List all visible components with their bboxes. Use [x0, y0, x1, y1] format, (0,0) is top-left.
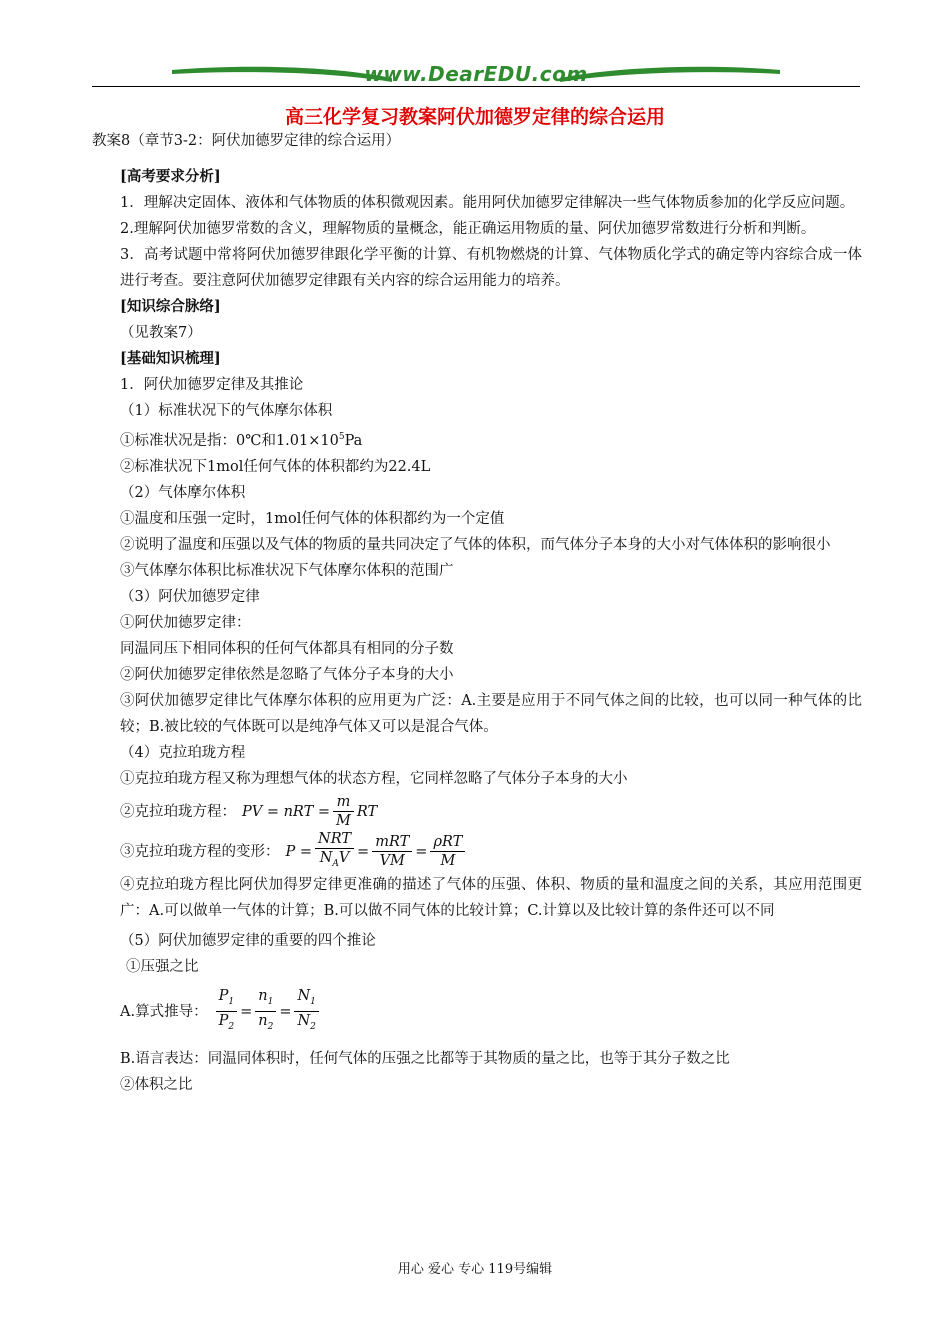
section-heading-basics: [基础知识梳理]: [120, 350, 221, 367]
section-heading-exam: [高考要求分析]: [120, 168, 221, 185]
list-item: 同温同压下相同体积的任何气体都具有相同的分子数: [120, 640, 454, 657]
list-item: ②体积之比: [120, 1076, 193, 1093]
list-item: ②说明了温度和压强以及气体的物质的量共同决定了气体的体积，而气体分子本身的大小对气体体积的影响很小: [120, 536, 831, 553]
equation-clapeyron: ②克拉珀珑方程： PV = nRT = $\frac{m}{M}$ RT: [120, 794, 378, 830]
lesson-subtitle: 教案8（章节3-2：阿伏加德罗定律的综合运用）: [92, 133, 401, 149]
equation-clapeyron-variant: ③克拉珀珑方程的变形： P = $\frac{\text{NRT}}{N_AV}$ = $\frac{\text{mRT}}{VM}$ = $\frac{\text{ρRT}}{M}$: [92, 832, 862, 872]
list-item: （1）标准状况下的气体摩尔体积: [120, 403, 333, 419]
paragraph: 3．高考试题中常将阿伏加德罗律跟化学平衡的计算、有机物燃烧的计算、气体物质化学式的确定等内容综合成一体进行考查。要注意阿伏加德罗定律跟有关内容的综合运用能力的培养。: [120, 247, 862, 289]
header-rule: [92, 86, 860, 87]
document-title: 高三化学复习教案阿伏加德罗定律的综合运用: [284, 106, 665, 128]
page-footer: 用心 爱心 专心 119号编辑: [397, 1262, 553, 1277]
document-body: [92, 128, 862, 1098]
equation-pressure-ratio: A.算式推导： $\frac{P_1}{P_2}$ = $\frac{n_1}{n_2}$ = $\frac{N_1}{N_2}$: [92, 986, 862, 1038]
list-item: 1．阿伏加德罗定律及其推论: [120, 377, 304, 393]
list-item: ④克拉珀珑方程比阿伏加得罗定律更准确的描述了气体的压强、体积、物质的量和温度之间的关系，其应用范围更广：A.可以做单一气体的计算；B.可以做不同气体的比较计算；C.计算以及比较计算的条件还可以不同: [120, 876, 862, 919]
paragraph: 2.理解阿伏加德罗常数的含义，理解物质的量概念，能正确运用物质的量、阿伏加德罗常数进行分析和判断。: [120, 221, 816, 237]
section-heading-network: [知识综合脉络]: [120, 298, 221, 315]
list-item: ①克拉珀珑方程又称为理想气体的状态方程，它同样忽略了气体分子本身的大小: [120, 770, 628, 787]
page-header: [92, 60, 860, 94]
list-item: ③阿伏加德罗定律比气体摩尔体积的应用更为广泛：A.主要是应用于不同气体之间的比较，也可以同一种气体的比较；B.被比较的气体既可以是纯净气体又可以是混合气体。: [120, 692, 862, 735]
paragraph: 1．理解决定固体、液体和气体物质的体积微观因素。能用阿伏加德罗定律解决一些气体物质参加的化学反应问题。: [120, 195, 855, 211]
list-item: ②标准状况下1mol任何气体的体积都约为22.4L: [120, 458, 431, 475]
list-item: （5）阿伏加德罗定律的重要的四个推论: [120, 932, 376, 949]
list-item: （2）气体摩尔体积: [120, 484, 246, 501]
list-item: B.语言表达：同温同体积时，任何气体的压强之比都等于其物质的量之比，也等于其分子数之比: [120, 1050, 730, 1067]
list-item: ③气体摩尔体积比标准状况下气体摩尔体积的范围广: [120, 562, 454, 579]
paragraph: （见教案7）: [120, 325, 202, 341]
list-item: ①阿伏加德罗定律：: [120, 614, 251, 631]
list-item: （3）阿伏加德罗定律: [120, 588, 260, 605]
list-item: （4）克拉珀珑方程: [120, 744, 246, 761]
list-item: ①温度和压强一定时，1mol任何气体的体积都约为一个定值: [120, 510, 505, 527]
list-item: ①标准状况是指：0℃和$1.01\times 10^5Pa$: [120, 432, 363, 449]
site-logo-text: www.DearEDU.com: [364, 62, 588, 86]
list-item: ①压强之比: [126, 958, 199, 975]
list-item: ②阿伏加德罗定律依然是忽略了气体分子本身的大小: [120, 666, 454, 683]
